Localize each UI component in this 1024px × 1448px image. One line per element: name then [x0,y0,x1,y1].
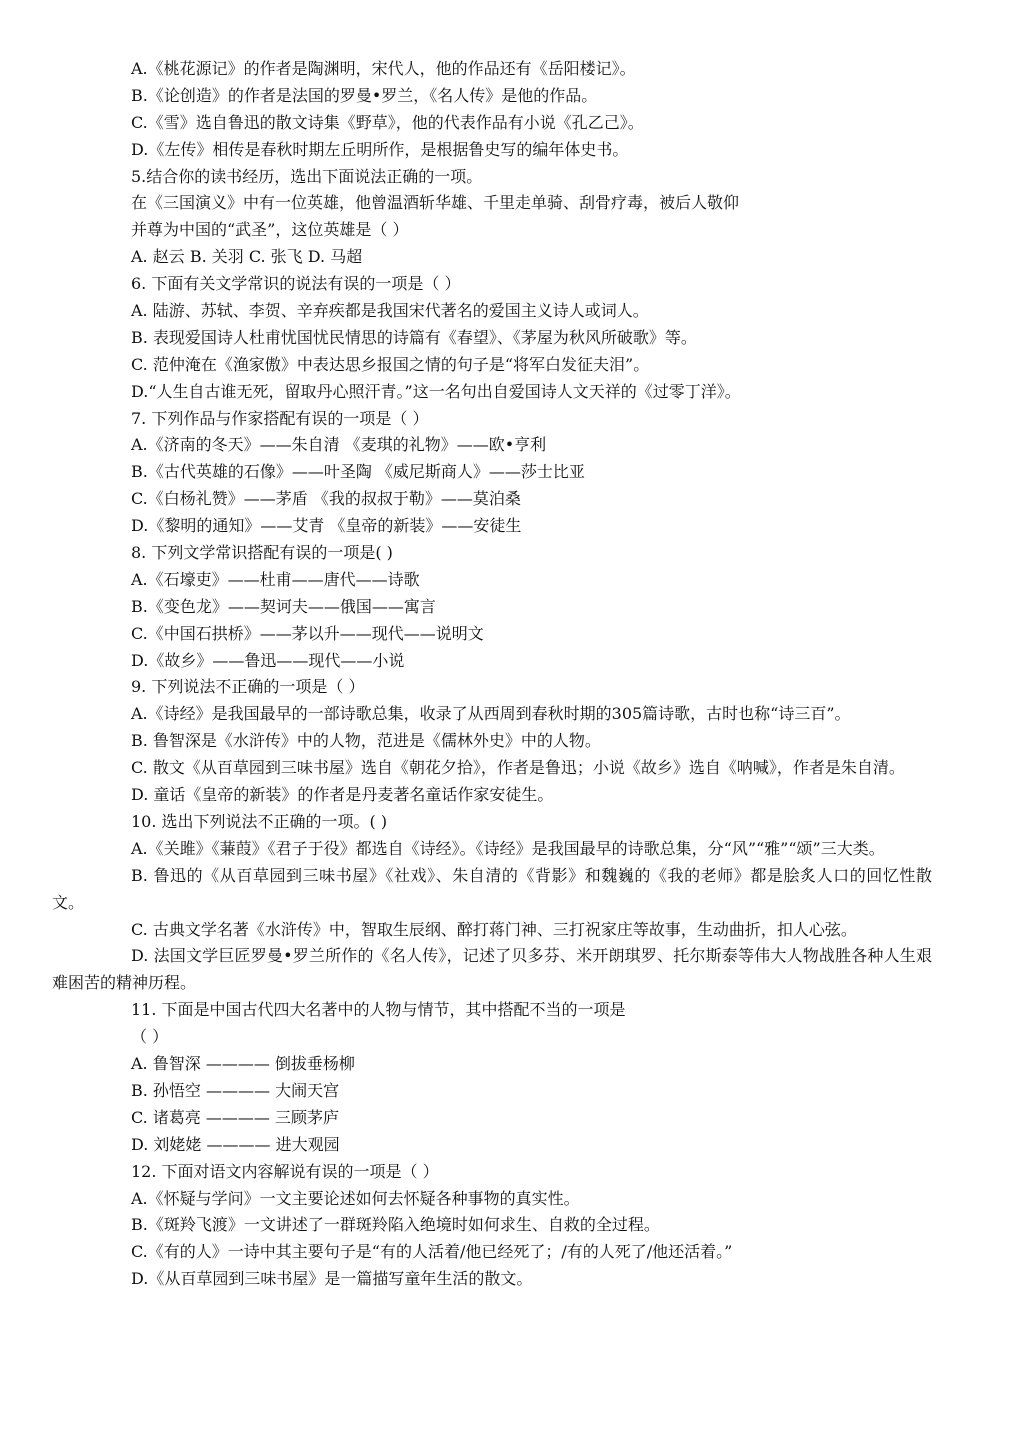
q9-option-a: A.《诗经》是我国最早的一部诗歌总集，收录了从西周到春秋时期的305篇诗歌，古时也称“诗三百”。 [131,704,851,724]
q4-option-d: D.《左传》相传是春秋时期左丘明所作，是根据鲁史写的编年体史书。 [131,139,629,159]
q10-stem: 10. 选出下列说法不正确的一项。( ) [131,811,388,831]
q10-option-b: B. 鲁迅的《从百草园到三味书屋》《社戏》、朱自清的《背影》和魏巍的《我的老师》都是脍炙人口的回忆性散文。 [52,865,932,912]
q12-stem: 12. 下面对语文内容解说有误的一项是（ ） [131,1161,439,1181]
q12-option-b: B.《斑羚飞渡》一文讲述了一群斑羚陷入绝境时如何求生、自救的全过程。 [131,1215,660,1235]
q9-option-d: D. 童话《皇帝的新装》的作者是丹麦著名童话作家安徒生。 [131,785,554,805]
q12-option-a: A.《怀疑与学问》一文主要论述如何去怀疑各种事物的真实性。 [131,1188,580,1208]
q10-option-c: C. 古典文学名著《水浒传》中，智取生辰纲、醉打蒋门神、三打祝家庄等故事，生动曲折，扣人心弦。 [131,919,857,939]
q6-option-a: A. 陆游、苏轼、李贺、辛弃疾都是我国宋代著名的爱国主义诗人或词人。 [131,301,649,321]
q8-option-d: D.《故乡》——鲁迅——现代——小说 [131,650,405,670]
q5-stem: 5.结合你的读书经历，选出下面说法正确的一项。 [131,166,483,186]
q8-option-b: B.《变色龙》——契诃夫——俄国——寓言 [131,596,436,616]
q11-option-a: A. 鲁智深 ———— 倒拔垂杨柳 [131,1054,355,1074]
q4-option-b: B.《论创造》的作者是法国的罗曼•罗兰，《名人传》是他的作品。 [131,85,598,105]
q11-option-d: D. 刘姥姥 ———— 进大观园 [131,1134,340,1154]
q6-option-d: D.“人生自古谁无死，留取丹心照汗青。”这一名句出自爱国诗人文天祥的《过零丁洋》。 [131,381,741,401]
q11-option-c: C. 诸葛亮 ———— 三顾茅庐 [131,1107,340,1127]
q9-option-c: C. 散文《从百草园到三味书屋》选自《朝花夕拾》，作者是鲁迅；小说《故乡》选自《呐喊》，作者是朱自清。 [131,758,905,778]
q12-option-c: C.《有的人》一诗中其主要句子是“有的人活着/他已经死了；/有的人死了/他还活着。” [131,1242,733,1262]
q7-option-b: B.《古代英雄的石像》——叶圣陶 《威尼斯商人》——莎士比亚 [131,462,585,482]
q10-option-a: A.《关雎》《蒹葭》《君子于役》都选自《诗经》。《诗经》是我国最早的诗歌总集，分“风”“雅”“颂”三大类。 [131,838,885,858]
q9-option-b: B. 鲁智深是《水浒传》中的人物，范进是《儒林外史》中的人物。 [131,731,601,751]
q5-options: A. 赵云 B. 关羽 C. 张飞 D. 马超 [131,247,363,267]
q11-stem: 11. 下面是中国古代四大名著中的人物与情节，其中搭配不当的一项是 [131,1000,626,1020]
q4-option-a: A.《桃花源记》的作者是陶渊明，宋代人，他的作品还有《岳阳楼记》。 [131,59,636,78]
q7-option-c: C.《白杨礼赞》——茅盾 《我的叔叔于勒》——莫泊桑 [131,489,521,509]
q8-option-a: A.《石壕吏》——杜甫——唐代——诗歌 [131,569,420,589]
q11-paren: （ ） [131,1027,169,1047]
q12-option-d: D.《从百草园到三味书屋》是一篇描写童年生活的散文。 [131,1269,533,1289]
q4-option-c: C.《雪》选自鲁迅的散文诗集《野草》，他的代表作品有小说《孔乙己》。 [131,112,644,132]
q11-option-b: B. 孙悟空 ———— 大闹天宫 [131,1080,340,1100]
q7-option-d: D.《黎明的通知》——艾青 《皇帝的新装》——安徒生 [131,516,522,536]
q7-stem: 7. 下列作品与作家搭配有误的一项是（ ） [131,408,429,428]
q5-passage-line-2: 并尊为中国的“武圣”，这位英雄是（ ） [131,220,409,240]
q8-option-c: C.《中国石拱桥》——茅以升——现代——说明文 [131,623,484,643]
q8-stem: 8. 下列文学常识搭配有误的一项是( ) [131,543,393,563]
q5-passage-line-1: 在《三国演义》中有一位英雄，他曾温酒斩华雄、千里走单骑、刮骨疗毒，被后人敬仰 [131,193,740,213]
q7-option-a: A.《济南的冬天》——朱自清 《麦琪的礼物》——欧•亨利 [131,435,547,455]
q9-stem: 9. 下列说法不正确的一项是（ ） [131,677,365,697]
q10-option-d: D. 法国文学巨匠罗曼•罗兰所作的《名人传》，记述了贝多芬、米开朗琪罗、托尔斯泰等伟大人物战胜各种人生艰难困苦的精神历程。 [52,946,932,993]
q6-stem: 6. 下面有关文学常识的说法有误的一项是（ ） [131,274,461,294]
exam-page [0,56,1024,1293]
q6-option-b: B. 表现爱国诗人杜甫忧国忧民情思的诗篇有《春望》、《茅屋为秋风所破歌》等。 [131,327,697,347]
q6-option-c: C. 范仲淹在《渔家傲》中表达思乡报国之情的句子是“将军白发征夫泪”。 [131,354,650,374]
